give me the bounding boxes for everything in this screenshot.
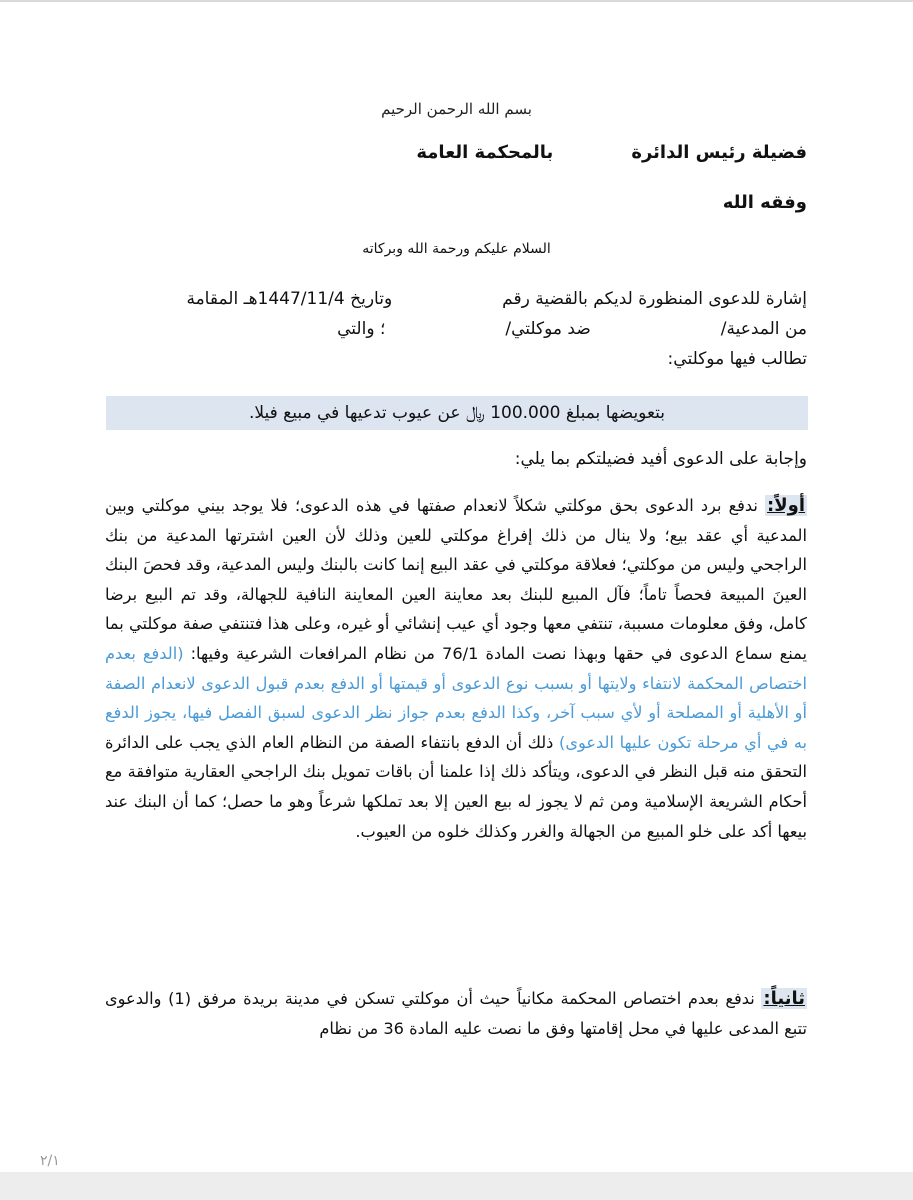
intro-line-1 [107, 284, 807, 314]
first-defense-text-continued: ذلك أن الدفع بانتفاء الصفة من النظام العام الذي يجب على الدائرة التحقق منه قبل النظر في الدعوى، ويتأكد ذلك إذا علمنا أن باقات تمويل بنك الراجحي العقارية متوافقة مع أحكام الشريعة الإسلامية ومن ثم لا يجوز له بيع العين إلا بعد تملكها شرعاً وهو ما حصل؛ كما أن البنك عند بيعها أكد على خلو المبيع من الجهالة والغرر وكذلك خلوه من العيوب. [105, 732, 807, 841]
page-number: ٢/١ [40, 1153, 60, 1169]
intro-paragraph [107, 284, 807, 374]
plaintiff-label: من المدعية/ [720, 319, 807, 339]
law-article-citation: (الدفع بعدم اختصاص المحكمة لانتفاء ولايتها أو بسبب نوع الدعوى أو قيمتها أو الدفع بعدم قبول الدعوى لانعدام الصفة أو الأهلية أو المصلحة أو لأي سبب آخر، وكذا الدفع بعدم جواز نظر الدعوى لسبق الفصل فيها، يجوز الدفع به في أي مرحلة تكون عليها الدعوى) [105, 643, 808, 752]
greeting: السلام عليكم ورحمة الله وبركاته [362, 241, 551, 257]
intro-connector: ؛ والتي [337, 319, 386, 339]
second-defense-text: ندفع بعدم اختصاص المحكمة مكانياً حيث أن موكلتي تسكن في مدينة بريدة مرفق (1) والدعوى تتبع المدعى عليها في محل إقامتها وفق ما نصت عليه المادة 36 من نظام [105, 989, 807, 1038]
page-bottom-strip [0, 1172, 913, 1200]
first-defense-heading: أولاً: [767, 495, 805, 516]
case-reference-text: إشارة للدعوى المنظورة لديكم بالقضية رقم [502, 289, 807, 309]
first-defense-text: ندفع برد الدعوى بحق موكلتي شكلاً لانعدام صفتها في هذه الدعوى؛ فلا يوجد بيني موكلتي وبين المدعية أي عقد بيع؛ ولا ينال من ذلك إفراغ موكلتي للعين وذلك لأن العين اشترتها المدعية من بنك الراجحي وليس من موكلتي؛ فعلاقة موكلتي في عقد البيع إنما كانت بالبنك وليس المدعية، وقد فحصَ البنك العينَ المبيعة فحصاً تاماً؛ فآل المبيع للبنك بعد معاينة العين المعاينة النافية للجهالة، وقد تم البيع برضا كامل، وفق معلومات مسببة، تنتفي معها وجود أي عيب إنشائي أو غيره، وعلى هذا فتنتفي صفة موكلتي بما يمنع سماع الدعوى في حقها وبهذا نصت المادة 76/1 من نظام المرافعات الشرعية وفيها: [105, 496, 807, 663]
second-defense-heading: ثانياً: [763, 988, 805, 1009]
intro-line-3: تطالب فيها موكلتي: [667, 349, 807, 369]
addressee-line [416, 142, 807, 163]
page-top-border [0, 0, 913, 2]
basmala: بسم الله الرحمن الرحيم [381, 100, 532, 118]
claim-box: بتعويضها بمبلغ 100.000 ﷼ عن عيوب تدعيها في مبيع فيلا. [106, 396, 808, 430]
reply-intro: وإجابة على الدعوى أفيد فضيلتكم بما يلي: [514, 449, 807, 469]
intro-line-2 [107, 314, 807, 344]
salutation: وفقه الله [722, 192, 807, 213]
defendant-label: ضد موكلتي/ [505, 319, 591, 339]
case-date-text: وتاريخ 1447/11/4هـ المقامة [186, 289, 393, 309]
court-name: بالمحكمة العامة [416, 142, 554, 163]
first-defense-paragraph [105, 491, 807, 846]
addressee-title: فضيلة رئيس الدائرة [631, 142, 807, 163]
second-defense-paragraph [105, 984, 807, 1043]
